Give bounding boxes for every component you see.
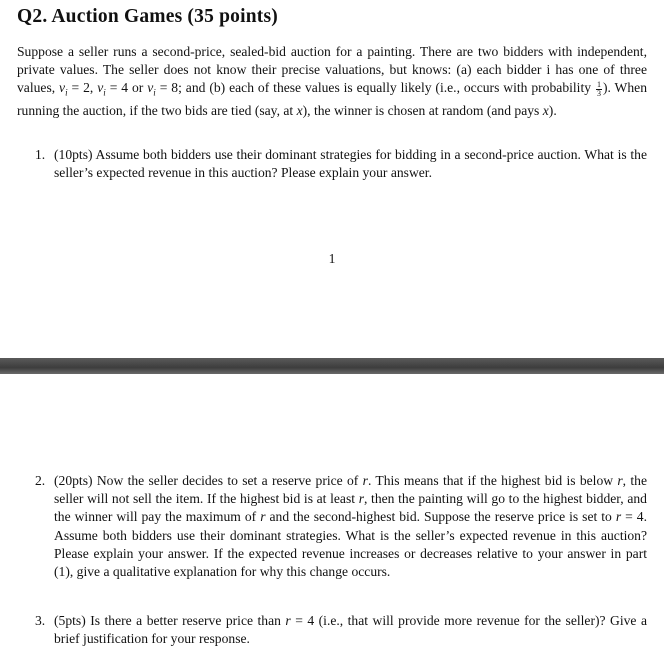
question-title: Q2. Auction Games (35 points) bbox=[17, 6, 278, 27]
intro-paragraph: Suppose a seller runs a second-price, sealed-bid auction for a painting. There are two bidders with independent, private values. The seller does not know their precise valuations, but knows: (a) each bidder i has one of three values, $v_i = 2$, $v_i = 4$ or $v_i = 8$; and (b) each of these values is equally likely (i.e., occurs with probability $\frac{1}{3}$ ). When running the auction, if the two bids are tied (say, at x), the winner is chosen at random (and pays x). bbox=[17, 44, 647, 119]
question-2 bbox=[35, 472, 647, 581]
question-3-text: (5pts) Is there a better reserve price than r = 4 (i.e., that will provide more revenue for the seller)? Give a brief justification for your response. bbox=[54, 613, 647, 647]
question-1 bbox=[35, 146, 647, 182]
question-2-text: (20pts) Now the seller decides to set a reserve price of r. This means that if the highest bid is below r, the seller will not sell the item. If the highest bid is at least r, then the painting will go to the highest bidder, and the winner will pay the maximum of r and the second-highest bid. Suppose the reserve price is set to r = 4. Assume both bidders use their dominant strategies. What is the seller’s expected revenue in this auction? Please explain your answer. If the expected revenue increases or decreases relative to your answer in part (1), give a qualitative explanation for why this change occurs. bbox=[54, 473, 647, 580]
question-3 bbox=[35, 612, 647, 648]
question-3-number: 3. bbox=[35, 613, 46, 628]
page-divider bbox=[0, 358, 664, 374]
question-1-number: 1. bbox=[35, 147, 46, 162]
fraction-one-third: $\frac{1}{3}$ bbox=[596, 79, 601, 98]
question-2-number: 2. bbox=[35, 473, 46, 488]
question-1-text: (10pts) Assume both bidders use their dominant strategies for bidding in a second-price auction. What is the seller’s expected revenue in this auction? Please explain your answer. bbox=[54, 147, 647, 181]
page-number: 1 bbox=[328, 251, 336, 266]
